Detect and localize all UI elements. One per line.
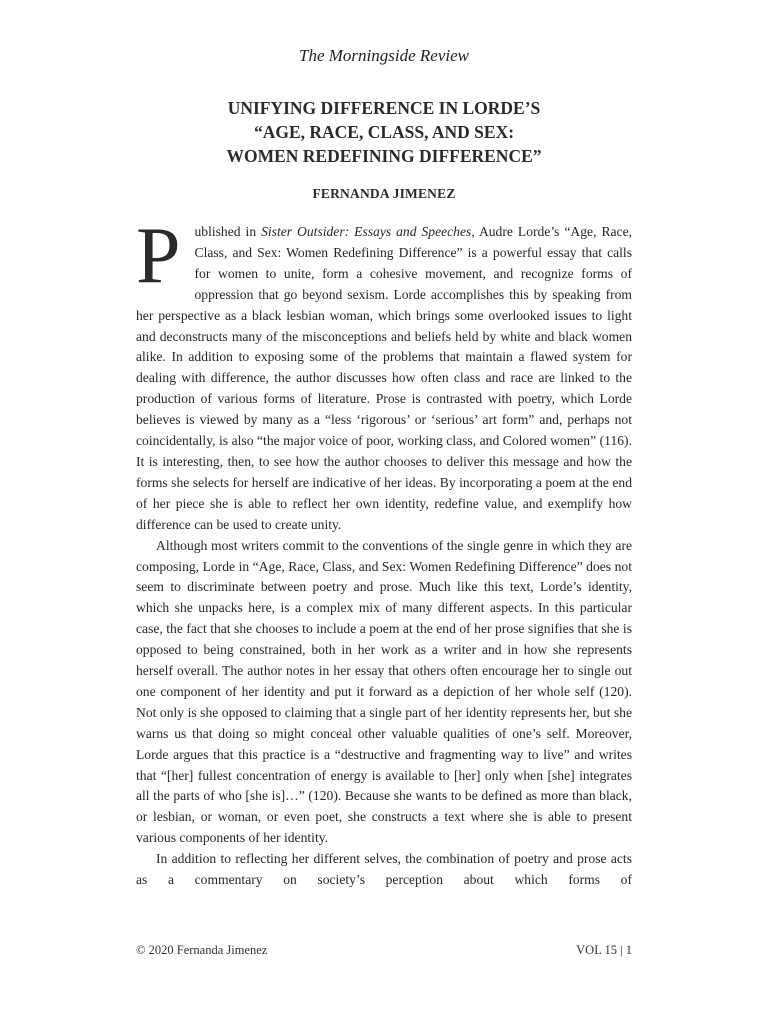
author-name: FERNANDA JIMENEZ [312, 186, 456, 201]
paragraph-1-text: , Audre Lorde’s “Age, Race, Class, and Sex: Women Redefining Difference” is a powerful essay that calls for women to unite, form a cohesive movement, and recognize forms of oppression that go beyond sexism. Lorde accomplishes this by speaking from her perspective as a black lesbian woman, which brings some overlooked issues to light and deconstructs many of the misconceptions and beliefs held by white and black women alike. In addition to exposing some of the problems that maintain a flawed system for dealing with difference, the author discusses how often class and race are linked to the production of various forms of literature. Prose is contrasted with poetry, which Lorde believes is viewed by many as a “less ‘rigorous’ or ‘serious’ art form” and, perhaps not coincidentally, is also “the major voice of poor, working class, and Colored women” (116). It is interesting, then, to see how the author chooses to deliver this message and how the forms she selects for herself are indicative of her ideas. By incorporating a poem at the end of her piece she is able to reflect her own identity, redefine value, and exemplify how difference can be used to create unity. [136, 224, 633, 532]
article-body [136, 212, 633, 891]
title-line-2: “AGE, RACE, CLASS, AND SEX: [253, 122, 515, 142]
paragraph-2: Although most writers commit to the conventions of the single genre in which they are composing, Lorde in “Age, Race, Class, and Sex: Women Redefining Difference” does not seem to discriminate between poetry and prose. Much like this text, Lorde’s identity, which she unpacks here, is a complex mix of many different aspects. In this particular case, the fact that she chooses to include a poem at the end of her prose signifies that she is opposed to being constrained, both in her work as a writer and in how she represents herself overall. The author notes in her essay that others often encourage her to single out one component of her identity and put it forward as a depiction of her whole self (120). Not only is she opposed to claiming that a single part of her identity represents her, but she warns us that doing so might conceal other valuable qualities of one’s self. Moreover, Lorde argues that this practice is a “destructive and fragmenting way to live” and writes that “[her] fullest concentration of energy is available to [her] only when [she] integrates all the parts of who [she is]…” (120). Because she wants to be defined as more than black, or lesbian, or woman, or even poet, she constructs a text where she is able to present various components of her identity. [136, 537, 632, 846]
footer-volume: VOL 15 | 1 [576, 943, 632, 957]
paragraph-1 [136, 212, 633, 536]
book-title: Sister Outsider: Essays and Speeches [261, 224, 472, 239]
title-line-3: WOMEN REDEFINING DIFFERENCE” [226, 146, 542, 166]
drop-cap: P [136, 212, 181, 300]
journal-name: The Morningside Review [299, 46, 469, 65]
title-line-1: UNIFYING DIFFERENCE IN LORDE’S [227, 98, 541, 118]
footer-copyright: © 2020 Fernanda Jimenez [136, 943, 268, 957]
paragraph-3: In addition to reflecting her different selves, the combination of poetry and prose acts as a commentary on society’s perception about which forms of [136, 851, 632, 888]
article-title [0, 96, 768, 168]
paragraph-1-lead: ublished in [194, 224, 262, 239]
